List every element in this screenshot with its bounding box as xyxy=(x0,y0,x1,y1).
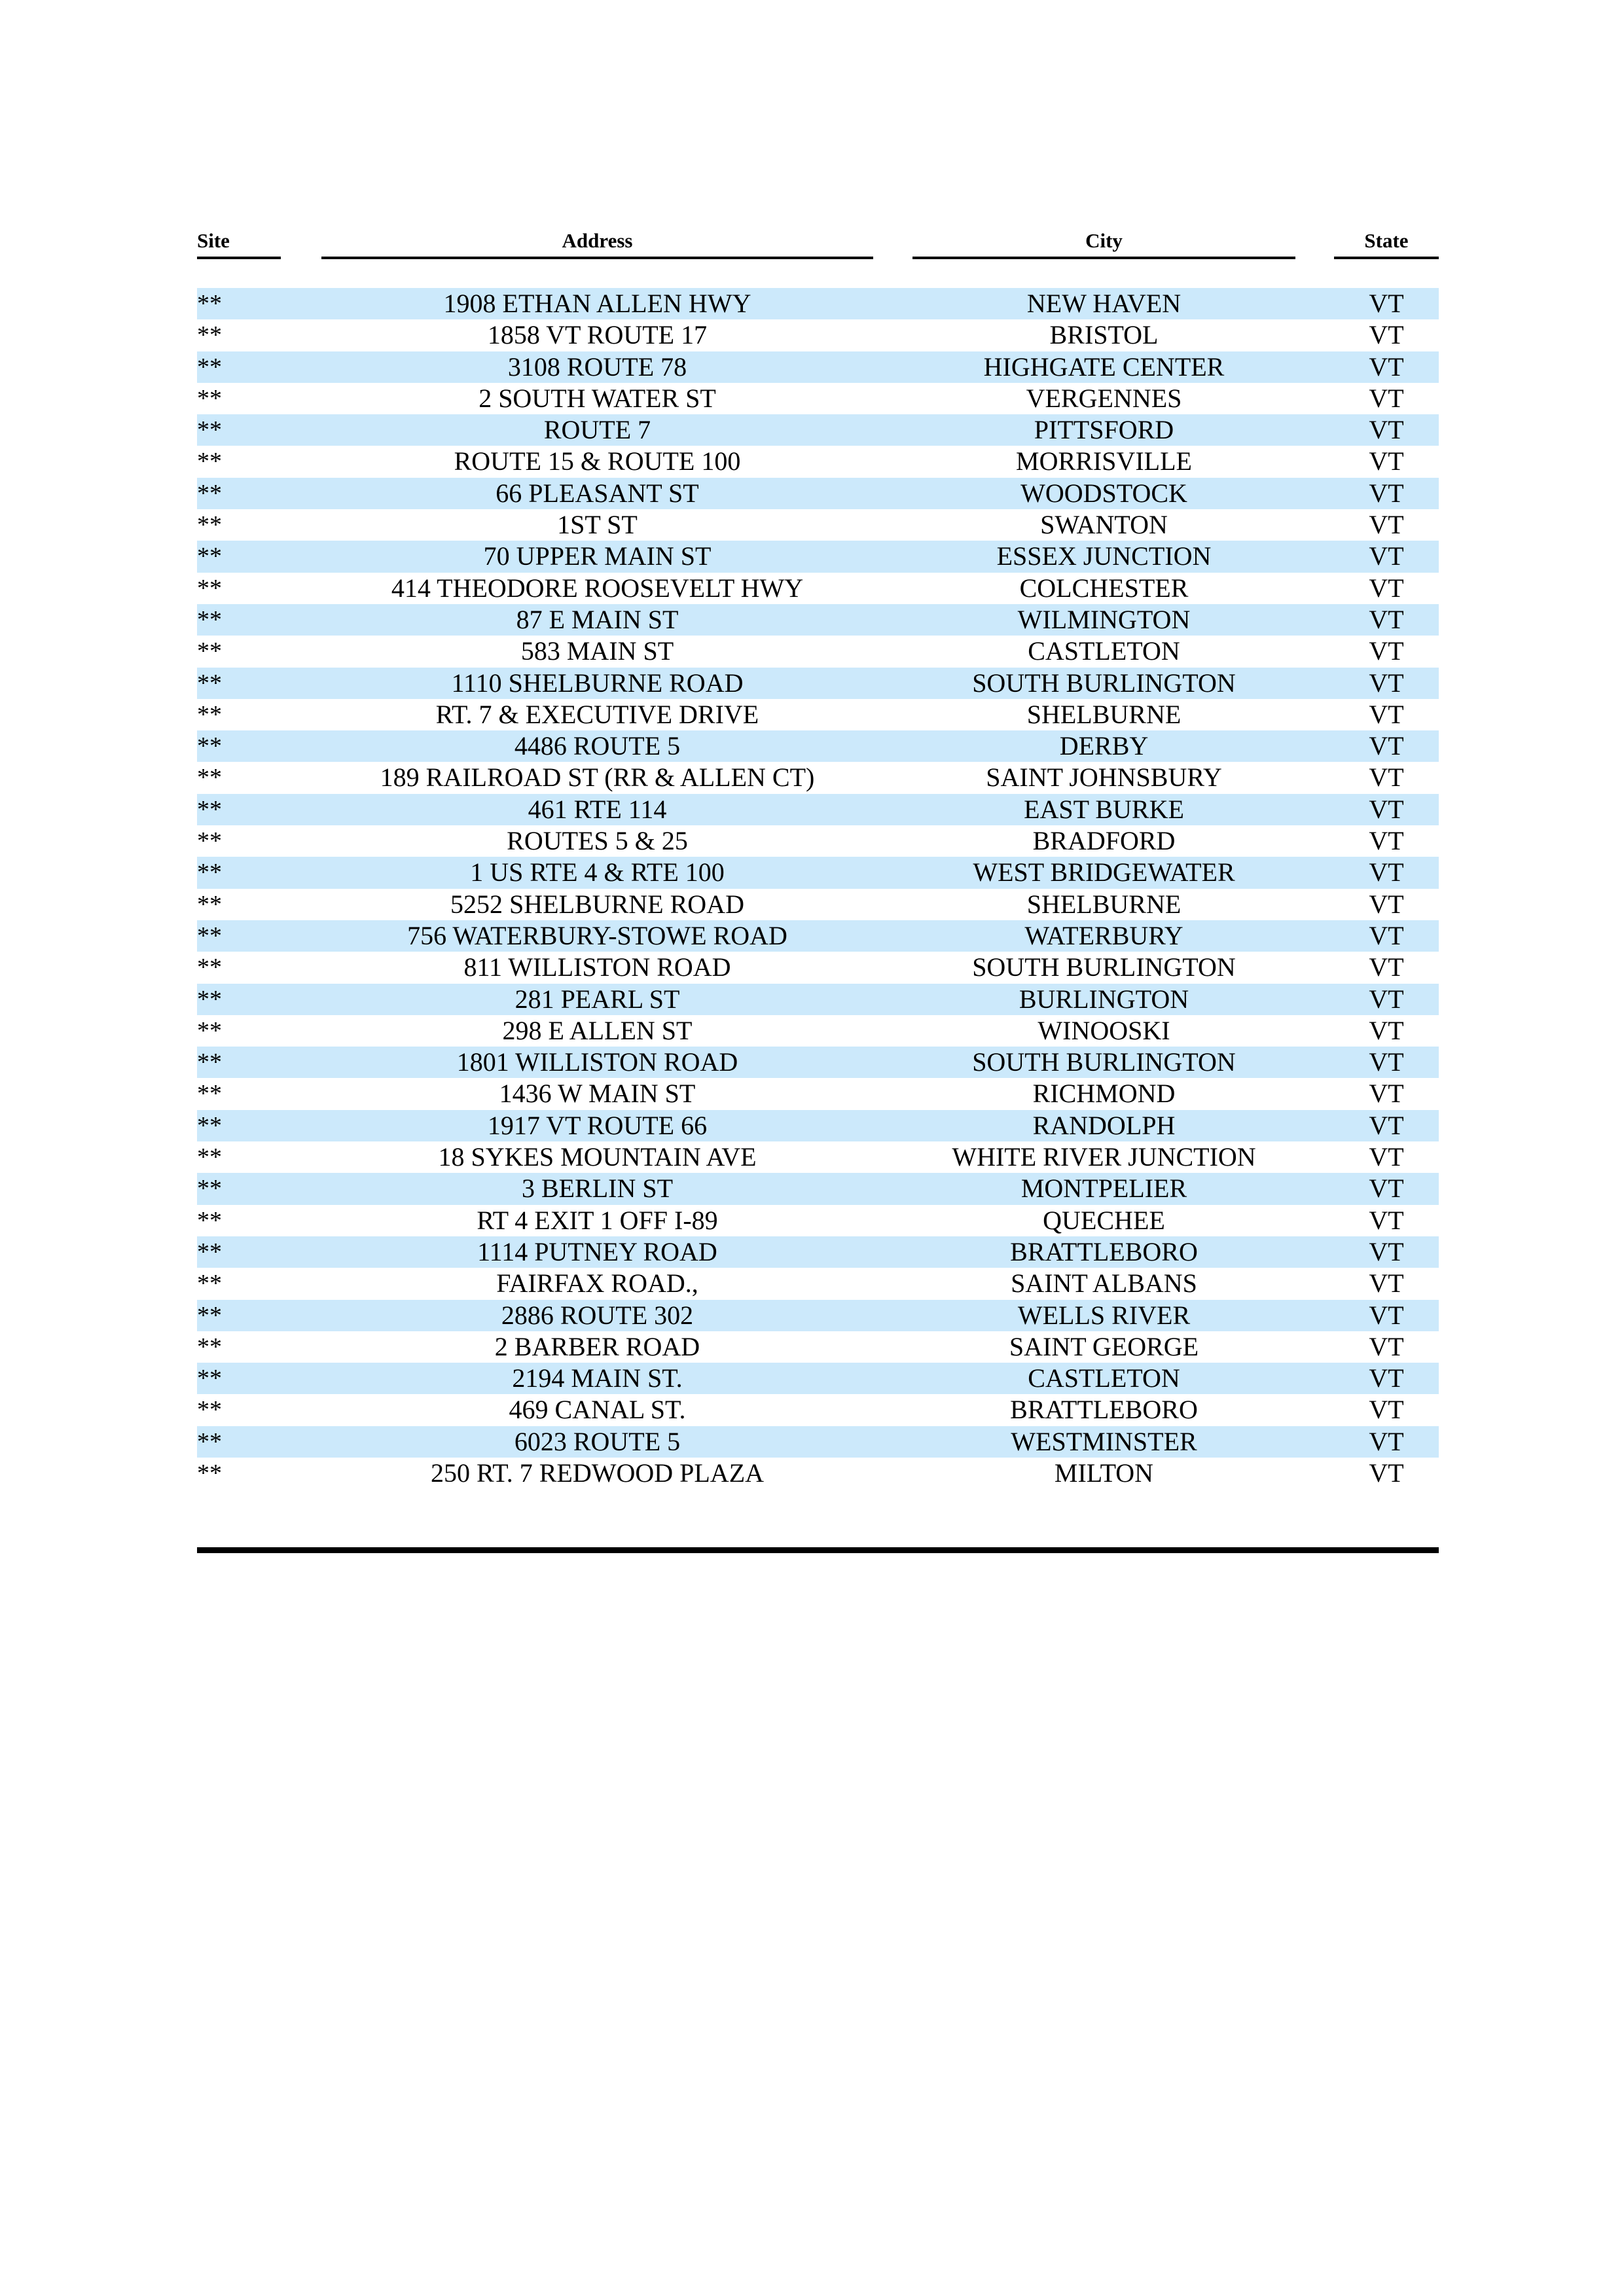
city-cell: BRATTLEBORO xyxy=(1010,1395,1198,1425)
table-row xyxy=(197,668,1439,699)
address-cell: 1858 VT ROUTE 17 xyxy=(487,320,708,350)
state-cell: VT xyxy=(1369,446,1404,476)
state-cell: VT xyxy=(1369,1363,1404,1393)
site-cell: ** xyxy=(197,732,222,761)
state-cell: VT xyxy=(1369,826,1404,856)
bottom-rule xyxy=(197,1547,1439,1553)
table-row xyxy=(197,636,1439,667)
city-cell: WATERBURY xyxy=(1024,920,1183,950)
site-cell: ** xyxy=(197,479,222,507)
table-row xyxy=(197,1426,1439,1458)
state-cell: VT xyxy=(1369,1110,1404,1140)
site-cell: ** xyxy=(197,1365,222,1393)
city-cell: WILMINGTON xyxy=(1017,604,1191,634)
site-cell: ** xyxy=(197,384,222,412)
address-cell: 189 RAILROAD ST (RR & ALLEN CT) xyxy=(380,762,815,793)
city-cell: HIGHGATE CENTER xyxy=(983,351,1225,382)
city-cell: MORRISVILLE xyxy=(1016,446,1192,476)
city-cell: SOUTH BURLINGTON xyxy=(972,668,1236,698)
state-cell: VT xyxy=(1369,1047,1404,1077)
site-cell: ** xyxy=(197,543,222,571)
city-cell: SHELBURNE xyxy=(1026,699,1182,729)
state-cell: VT xyxy=(1369,1458,1404,1488)
address-cell: ROUTES 5 & 25 xyxy=(507,826,688,856)
table-row xyxy=(197,1331,1439,1363)
city-cell: SOUTH BURLINGTON xyxy=(972,952,1236,982)
city-cell: SAINT GEORGE xyxy=(1009,1331,1199,1361)
state-cell: VT xyxy=(1369,668,1404,698)
state-cell: VT xyxy=(1369,889,1404,919)
address-cell: 1114 PUTNEY ROAD xyxy=(477,1236,717,1266)
city-cell: ESSEX JUNCTION xyxy=(996,541,1212,571)
table-row xyxy=(197,1363,1439,1394)
table-row xyxy=(197,762,1439,793)
city-cell: WINOOSKI xyxy=(1038,1015,1170,1045)
state-cell: VT xyxy=(1369,636,1404,666)
state-cell: VT xyxy=(1369,573,1404,603)
address-cell: 70 UPPER MAIN ST xyxy=(483,541,712,571)
address-cell: 18 SYKES MOUNTAIN AVE xyxy=(438,1142,757,1172)
state-cell: VT xyxy=(1369,952,1404,982)
table-row xyxy=(197,952,1439,983)
state-cell: VT xyxy=(1369,415,1404,445)
site-cell: ** xyxy=(197,416,222,444)
table-row xyxy=(197,1458,1439,1489)
city-cell: BURLINGTON xyxy=(1019,984,1189,1014)
table-row xyxy=(197,509,1439,541)
table-row xyxy=(197,1078,1439,1109)
address-cell: RT 4 EXIT 1 OFF I-89 xyxy=(477,1205,718,1235)
table-row xyxy=(197,1205,1439,1236)
city-cell: WOODSTOCK xyxy=(1020,478,1187,508)
state-cell: VT xyxy=(1369,1142,1404,1172)
city-cell: COLCHESTER xyxy=(1019,573,1189,603)
site-cell: ** xyxy=(197,1396,222,1424)
city-cell: BRADFORD xyxy=(1032,826,1176,856)
site-cell: ** xyxy=(197,1143,222,1172)
table-row xyxy=(197,1173,1439,1204)
city-cell: CASTLETON xyxy=(1028,1363,1180,1393)
state-cell: VT xyxy=(1369,289,1404,318)
city-cell: WELLS RIVER xyxy=(1017,1300,1191,1330)
site-cell: ** xyxy=(197,1333,222,1361)
table-row xyxy=(197,383,1439,414)
table-row xyxy=(197,541,1439,572)
state-cell: VT xyxy=(1369,1300,1404,1330)
city-cell: BRISTOL xyxy=(1049,320,1159,350)
city-cell: WESTMINSTER xyxy=(1011,1426,1197,1456)
table-row xyxy=(197,1015,1439,1047)
site-cell: ** xyxy=(197,321,222,350)
state-cell: VT xyxy=(1369,1015,1404,1045)
table-row xyxy=(197,1110,1439,1141)
address-cell: 298 E ALLEN ST xyxy=(502,1015,693,1045)
city-cell: WHITE RIVER JUNCTION xyxy=(952,1142,1256,1172)
table-row xyxy=(197,573,1439,604)
city-cell: RANDOLPH xyxy=(1032,1110,1176,1140)
table-row xyxy=(197,730,1439,762)
site-cell: ** xyxy=(197,1301,222,1329)
table-row xyxy=(197,699,1439,730)
site-cell: ** xyxy=(197,1016,222,1045)
site-cell: ** xyxy=(197,605,222,634)
city-cell: RICHMOND xyxy=(1032,1079,1176,1109)
address-cell: 2194 MAIN ST. xyxy=(512,1363,683,1393)
address-cell: FAIRFAX ROAD., xyxy=(496,1268,698,1299)
city-cell: VERGENNES xyxy=(1026,383,1182,413)
state-cell: VT xyxy=(1369,1426,1404,1456)
city-cell: SAINT JOHNSBURY xyxy=(986,762,1222,793)
site-cell: ** xyxy=(197,922,222,950)
city-cell: PITTSFORD xyxy=(1034,415,1174,445)
address-cell: 1917 VT ROUTE 66 xyxy=(487,1110,708,1140)
site-cell: ** xyxy=(197,890,222,918)
site-cell: ** xyxy=(197,1459,222,1487)
site-cell: ** xyxy=(197,353,222,381)
site-cell: ** xyxy=(197,764,222,792)
table-row xyxy=(197,920,1439,952)
city-cell: SAINT ALBANS xyxy=(1011,1268,1197,1299)
city-cell: SWANTON xyxy=(1040,510,1168,540)
state-cell: VT xyxy=(1369,1395,1404,1425)
city-cell: MONTPELIER xyxy=(1020,1174,1187,1204)
site-cell: ** xyxy=(197,954,222,982)
address-cell: 3 BERLIN ST xyxy=(521,1174,674,1204)
state-cell: VT xyxy=(1369,857,1404,888)
city-cell: NEW HAVEN xyxy=(1026,289,1182,318)
state-cell: VT xyxy=(1369,1079,1404,1109)
address-cell: 414 THEODORE ROOSEVELT HWY xyxy=(391,573,804,603)
address-cell: 1110 SHELBURNE ROAD xyxy=(451,668,744,698)
site-cell: ** xyxy=(197,669,222,697)
site-cell: ** xyxy=(197,290,222,317)
header-state: State xyxy=(1334,228,1439,259)
site-cell: ** xyxy=(197,1270,222,1298)
state-cell: VT xyxy=(1369,762,1404,793)
table-row xyxy=(197,889,1439,920)
table-row xyxy=(197,1236,1439,1268)
site-cell: ** xyxy=(197,1175,222,1203)
site-cell: ** xyxy=(197,795,222,823)
site-cell: ** xyxy=(197,448,222,476)
table-row xyxy=(197,1268,1439,1299)
table-row xyxy=(197,1141,1439,1173)
table-row xyxy=(197,351,1439,383)
site-cell: ** xyxy=(197,1427,222,1456)
city-cell: EAST BURKE xyxy=(1024,794,1184,824)
site-cell: ** xyxy=(197,637,222,666)
state-cell: VT xyxy=(1369,1331,1404,1361)
city-cell: CASTLETON xyxy=(1028,636,1180,666)
city-cell: QUECHEE xyxy=(1043,1205,1165,1235)
address-cell: 87 E MAIN ST xyxy=(516,604,679,634)
site-cell: ** xyxy=(197,700,222,728)
state-cell: VT xyxy=(1369,1174,1404,1204)
address-cell: 5252 SHELBURNE ROAD xyxy=(450,889,744,919)
state-cell: VT xyxy=(1369,920,1404,950)
city-cell: SHELBURNE xyxy=(1026,889,1182,919)
state-cell: VT xyxy=(1369,383,1404,413)
state-cell: VT xyxy=(1369,478,1404,508)
address-cell: 1ST ST xyxy=(557,510,638,540)
address-cell: 1 US RTE 4 & RTE 100 xyxy=(470,857,725,888)
site-cell: ** xyxy=(197,1238,222,1266)
header-address: Address xyxy=(321,228,873,259)
table-row xyxy=(197,825,1439,857)
header-city: City xyxy=(912,228,1295,259)
address-cell: 1908 ETHAN ALLEN HWY xyxy=(443,289,751,318)
state-cell: VT xyxy=(1369,1205,1404,1235)
table-row xyxy=(197,446,1439,477)
state-cell: VT xyxy=(1369,510,1404,540)
city-cell: DERBY xyxy=(1059,731,1149,761)
address-cell: 281 PEARL ST xyxy=(514,984,680,1014)
address-cell: 6023 ROUTE 5 xyxy=(514,1426,681,1456)
address-cell: 1801 WILLISTON ROAD xyxy=(456,1047,738,1077)
address-cell: 4486 ROUTE 5 xyxy=(514,731,681,761)
address-cell: 1436 W MAIN ST xyxy=(499,1079,696,1109)
state-cell: VT xyxy=(1369,320,1404,350)
address-cell: 2 SOUTH WATER ST xyxy=(478,383,716,413)
address-cell: 66 PLEASANT ST xyxy=(496,478,699,508)
state-cell: VT xyxy=(1369,699,1404,729)
table-row xyxy=(197,1047,1439,1078)
site-cell: ** xyxy=(197,1080,222,1108)
site-cell: ** xyxy=(197,574,222,602)
table-row xyxy=(197,414,1439,446)
site-cell: ** xyxy=(197,985,222,1013)
table-row xyxy=(197,478,1439,509)
table-body xyxy=(197,288,1439,1489)
city-cell: BRATTLEBORO xyxy=(1010,1236,1198,1266)
address-cell: 250 RT. 7 REDWOOD PLAZA xyxy=(430,1458,765,1488)
state-cell: VT xyxy=(1369,1268,1404,1299)
city-cell: WEST BRIDGEWATER xyxy=(973,857,1235,888)
header-site: Site xyxy=(197,228,281,259)
address-cell: RT. 7 & EXECUTIVE DRIVE xyxy=(435,699,759,729)
address-cell: 2 BARBER ROAD xyxy=(494,1331,700,1361)
address-cell: 461 RTE 114 xyxy=(528,794,667,824)
address-cell: 756 WATERBURY-STOWE ROAD xyxy=(407,920,787,950)
state-cell: VT xyxy=(1369,604,1404,634)
site-cell: ** xyxy=(197,1206,222,1234)
site-cell: ** xyxy=(197,859,222,887)
table-row xyxy=(197,288,1439,319)
table-row xyxy=(197,794,1439,825)
state-cell: VT xyxy=(1369,541,1404,571)
site-cell: ** xyxy=(197,827,222,855)
city-cell: MILTON xyxy=(1054,1458,1154,1488)
site-cell: ** xyxy=(197,1049,222,1077)
state-cell: VT xyxy=(1369,794,1404,824)
address-cell: 2886 ROUTE 302 xyxy=(501,1300,694,1330)
address-cell: 469 CANAL ST. xyxy=(509,1395,686,1425)
city-cell: SOUTH BURLINGTON xyxy=(972,1047,1236,1077)
table-header xyxy=(0,228,1624,258)
table-row xyxy=(197,1300,1439,1331)
site-cell: ** xyxy=(197,1111,222,1139)
state-cell: VT xyxy=(1369,984,1404,1014)
table-row xyxy=(197,857,1439,888)
table-row xyxy=(197,319,1439,351)
state-cell: VT xyxy=(1369,351,1404,382)
address-cell: 583 MAIN ST xyxy=(520,636,674,666)
table-row xyxy=(197,1394,1439,1426)
address-cell: ROUTE 15 & ROUTE 100 xyxy=(454,446,741,476)
state-cell: VT xyxy=(1369,1236,1404,1266)
site-cell: ** xyxy=(197,511,222,539)
address-cell: 3108 ROUTE 78 xyxy=(507,351,687,382)
address-cell: ROUTE 7 xyxy=(543,415,651,445)
table-row xyxy=(197,604,1439,636)
state-cell: VT xyxy=(1369,731,1404,761)
address-cell: 811 WILLISTON ROAD xyxy=(463,952,731,982)
table-row xyxy=(197,984,1439,1015)
